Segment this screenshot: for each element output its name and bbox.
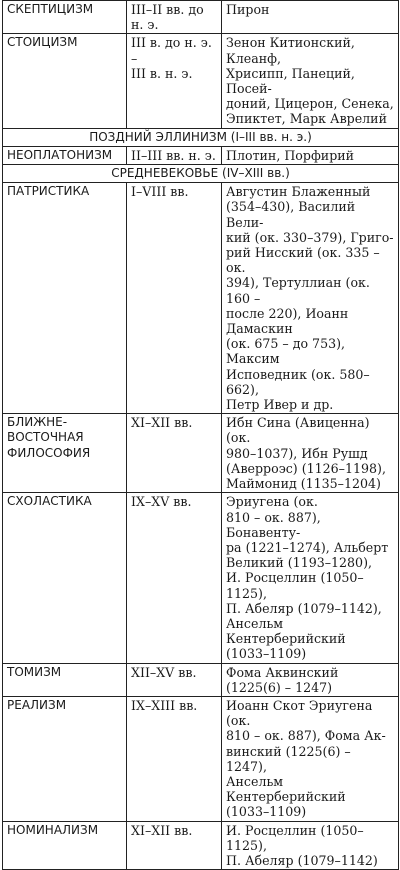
names-cell: Пирон	[222, 1, 399, 34]
movement-cell: ПАТРИСТИКА	[3, 183, 127, 414]
table-row	[3, 493, 399, 663]
period-cell: XI–XII вв.	[127, 414, 222, 493]
names-cell: Эриугена (ок. 810 – ок. 887), Бонавенту- ра (1221–1274), Альберт Великий (1193–1280), И. Росцеллин (1050–1125), П. Абеляр (1079–1142), Ансельм Кентерберийский (1033–1109)	[222, 493, 399, 663]
period-cell: III в. до н. э. – III в. н. э.	[127, 34, 222, 128]
section-title: ПОЗДНИЙ ЭЛЛИНИЗМ (I–III вв. н. э.)	[3, 128, 399, 146]
period-cell: I–VIII вв.	[127, 183, 222, 414]
table-row	[3, 34, 399, 128]
section-title: СРЕДНЕВЕКОВЬЕ (IV–XIII вв.)	[3, 165, 399, 183]
movement-cell: НОМИНАЛИЗМ	[3, 821, 127, 870]
names-cell: И. Росцеллин (1050–1125), П. Абеляр (1079–1142)	[222, 821, 399, 870]
names-cell: Иоанн Скот Эриугена (ок. 810 – ок. 887), Фома Ак- винский (1225(6) – 1247), Ансельм Кентерберийский (1033–1109)	[222, 696, 399, 821]
period-cell: XII–XV вв.	[127, 663, 222, 696]
names-cell: Фома Аквинский (1225(6) – 1247)	[222, 663, 399, 696]
period-cell: III–II вв. до н. э.	[127, 1, 222, 34]
period-cell: XI–XII вв.	[127, 821, 222, 870]
movement-cell: ТОМИЗМ	[3, 663, 127, 696]
period-cell: IX–XIII вв.	[127, 696, 222, 821]
movement-cell: СТОИЦИЗМ	[3, 34, 127, 128]
table-row	[3, 183, 399, 414]
philosophy-table	[2, 0, 399, 870]
table-row	[3, 1, 399, 34]
names-cell: Плотин, Порфирий	[222, 146, 399, 164]
period-cell: IX–XV вв.	[127, 493, 222, 663]
movement-cell: НЕОПЛАТОНИЗМ	[3, 146, 127, 164]
period-cell: II–III вв. н. э.	[127, 146, 222, 164]
movement-cell: БЛИЖНЕ- ВОСТОЧНАЯ ФИЛОСОФИЯ	[3, 414, 127, 493]
names-cell: Августин Блаженный (354–430), Василий Вели- кий (ок. 330–379), Григо- рий Нисский (ок. 335 – ок. 394), Тертуллиан (ок. 160 – после 220), Иоанн Дамаскин (ок. 675 – до 753), Максим Исповедник (ок. 580–662), Петр Ивер и др.	[222, 183, 399, 414]
table-row	[3, 146, 399, 164]
names-cell: Зенон Китионский, Клеанф, Хрисипп, Панеций, Посей- доний, Цицерон, Сенека, Эпиктет, Марк Аврелий	[222, 34, 399, 128]
movement-cell: СХОЛАСТИКА	[3, 493, 127, 663]
movement-cell: СКЕПТИЦИЗМ	[3, 1, 127, 34]
table-row	[3, 663, 399, 696]
section-row	[3, 165, 399, 183]
table-row	[3, 414, 399, 493]
movement-cell: РЕАЛИЗМ	[3, 696, 127, 821]
section-row	[3, 128, 399, 146]
table-row	[3, 696, 399, 821]
table-row	[3, 821, 399, 870]
names-cell: Ибн Сина (Авиценна) (ок. 980–1037), Ибн Рушд (Аверроэс) (1126–1198), Маймонид (1135–1204)	[222, 414, 399, 493]
